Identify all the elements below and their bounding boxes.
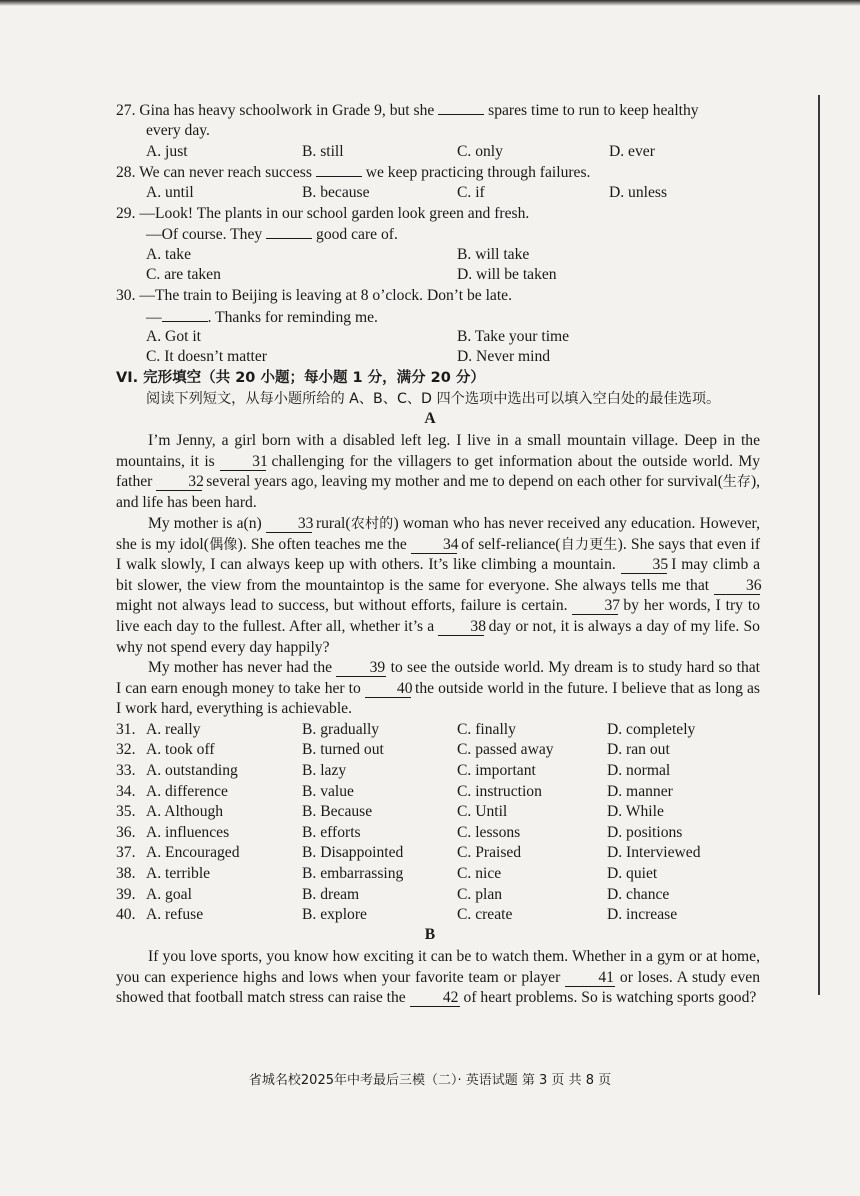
question-number: 35. (116, 803, 136, 820)
option-a: A. refuse (146, 906, 204, 923)
passage-label-a: A (424, 410, 436, 427)
text: challenging for the villagers to get information about the outside world. My father (116, 452, 761, 491)
text: of self-reliance( (461, 535, 561, 553)
option-c: C. passed away (457, 741, 554, 758)
passage-label-b: B (424, 926, 436, 943)
option-row-36 (116, 823, 136, 843)
text: several years ago, leaving my mother and me to depend on each other for survival( (206, 473, 723, 491)
option-row-31 (116, 720, 136, 740)
text: ), and life has been hard. (116, 473, 761, 511)
question-text: — (146, 309, 162, 326)
text: I may climb a bit slower, the view from the mountaintop is the same for everyone. She always tells me that (116, 556, 760, 594)
option-d: D. will be taken (457, 266, 557, 283)
option-b: B. Take your time (457, 328, 570, 345)
option-d: D. Interviewed (607, 844, 701, 861)
answer-blank (266, 224, 312, 239)
blank-42: 42 (410, 989, 460, 1007)
text: rural( (315, 515, 351, 532)
blank-38: 38 (438, 618, 484, 636)
text: by her words, I try to live each day to the fullest. After all, whether it’s a (116, 597, 761, 635)
option-row-37 (116, 843, 136, 863)
option-row-33 (116, 761, 136, 781)
option-d: D. completely (607, 721, 696, 738)
blank-39: 39 (336, 659, 386, 677)
option-d: D. Never mind (457, 348, 551, 365)
text: or loses. A study even showed that football match stress can raise the (116, 968, 760, 1007)
question-29-line2 (146, 224, 398, 245)
option-b: B. gradually (302, 721, 380, 738)
option-a: A. until (146, 184, 194, 201)
question-text: . Thanks for reminding me. (207, 309, 378, 326)
question-number: 28. (116, 164, 136, 181)
option-a: A. influences (146, 824, 230, 841)
question-text-cont: every day. (146, 122, 210, 139)
question-number: 27. (116, 102, 136, 119)
question-number: 31. (116, 721, 136, 738)
option-c: C. important (457, 762, 536, 779)
text: day or not, it is always a day of my life. So why not spend every day happily? (116, 617, 760, 656)
option-row-40 (116, 905, 136, 925)
question-28 (116, 162, 590, 183)
question-text: —Look! The plants in our school garden look green and fresh. (139, 205, 530, 222)
option-c: C. Praised (457, 844, 522, 861)
option-row-34 (116, 782, 136, 802)
passage-b-paragraph-1 (116, 947, 760, 1009)
option-a: A. difference (146, 783, 228, 800)
question-29 (116, 204, 529, 224)
question-number: 40. (116, 906, 136, 923)
option-a: A. take (146, 246, 192, 263)
option-d: D. positions (607, 824, 683, 841)
option-b: B. Disappointed (302, 844, 404, 861)
cjk-gloss: 偶像 (208, 536, 238, 553)
text: ). She says that even if I walk slowly, I can always keep up with others. It’s like climbing a mountain. (116, 535, 761, 574)
cjk-gloss: 自力更生 (560, 536, 618, 553)
option-a: A. really (146, 721, 201, 738)
blank-31: 31 (220, 453, 266, 471)
blank-33: 33 (266, 515, 312, 533)
option-c: C. are taken (146, 266, 221, 283)
cjk-gloss: 生存 (722, 474, 751, 491)
question-number: 33. (116, 762, 136, 779)
section-instruction: 阅读下列短文，从每小题所给的 A、B、C、D 四个选项中选出可以填入空白处的最佳选项。 (146, 391, 721, 407)
question-number: 37. (116, 844, 136, 861)
text: My mother has never had the (148, 659, 333, 676)
question-number: 32. (116, 741, 136, 758)
option-a: A. outstanding (146, 762, 238, 779)
text: ) woman who has never received any education. However, she is my idol( (116, 515, 760, 553)
question-text: —Of course. They (146, 226, 263, 243)
blank-34: 34 (411, 536, 457, 554)
option-a: A. goal (146, 886, 192, 903)
option-a: A. took off (146, 741, 215, 758)
option-c: C. if (457, 184, 485, 201)
text: might not always lead to success, but without efforts, failure is certain. (116, 597, 568, 615)
option-c: C. instruction (457, 783, 542, 800)
option-c: C. lessons (457, 824, 521, 841)
text: the outside world in the future. I believe that as long as I work hard, everything is achievable. (116, 679, 760, 718)
blank-37: 37 (572, 597, 618, 615)
option-b: B. lazy (302, 762, 347, 779)
option-b: B. value (302, 783, 354, 800)
option-b: B. will take (457, 246, 530, 263)
question-text: good care of. (316, 226, 398, 243)
question-text: We can never reach success (139, 164, 312, 181)
question-30 (116, 286, 512, 306)
option-row-38 (116, 864, 136, 884)
blank-32: 32 (156, 473, 202, 491)
option-b: B. explore (302, 906, 367, 923)
blank-41: 41 (565, 969, 615, 987)
option-c: C. plan (457, 886, 503, 903)
option-a: A. Although (146, 803, 224, 820)
question-text: Gina has heavy schoolwork in Grade 9, but she (139, 102, 435, 119)
option-c: C. finally (457, 721, 516, 738)
option-d: D. ran out (607, 741, 670, 758)
option-d: D. unless (609, 184, 668, 201)
option-c: C. create (457, 906, 513, 923)
option-c: C. nice (457, 865, 502, 882)
option-d: D. increase (607, 906, 678, 923)
answer-blank (438, 100, 484, 115)
question-27 (116, 100, 699, 121)
option-row-32 (116, 740, 136, 760)
question-number: 39. (116, 886, 136, 903)
question-number: 36. (116, 824, 136, 841)
option-b: B. because (302, 184, 370, 201)
option-row-39 (116, 885, 136, 905)
option-d: D. quiet (607, 865, 658, 882)
option-b: B. dream (302, 886, 360, 903)
passage-a-paragraph-3 (116, 658, 760, 720)
text: of heart problems. So is watching sports good? (463, 989, 757, 1007)
option-b: B. embarrassing (302, 865, 404, 882)
question-text: spares time to run to keep healthy (488, 102, 699, 119)
answer-blank (316, 162, 362, 177)
question-number: 34. (116, 783, 136, 800)
option-d: D. ever (609, 143, 655, 160)
question-number: 38. (116, 865, 136, 882)
option-a: A. terrible (146, 865, 211, 882)
question-number: 30. (116, 287, 136, 304)
blank-35: 35 (621, 556, 667, 574)
option-c: C. Until (457, 803, 508, 820)
passage-a-paragraph-1 (116, 431, 760, 513)
blank-40: 40 (365, 680, 411, 698)
blank-36: 36 (714, 577, 760, 595)
passage-a-paragraph-2 (116, 514, 760, 658)
option-d: D. manner (607, 783, 673, 800)
text: to see the outside world. My dream is to study hard so that I can earn enough money to take her to (116, 659, 760, 697)
question-number: 29. (116, 205, 136, 222)
cjk-gloss: 农村的 (350, 516, 394, 532)
option-b: B. turned out (302, 741, 384, 758)
option-b: B. still (302, 143, 344, 160)
option-c: C. only (457, 143, 503, 160)
option-b: B. Because (302, 803, 373, 820)
option-d: D. chance (607, 886, 670, 903)
option-c: C. It doesn’t matter (146, 348, 267, 365)
option-a: A. just (146, 143, 188, 160)
option-a: A. Got it (146, 328, 202, 345)
option-d: D. While (607, 803, 664, 820)
text: If you love sports, you know how exciting it can be to watch them. Whether in a gym or at home, you can experience highs and lows when your favorite team or player (116, 948, 760, 986)
question-text: —The train to Beijing is leaving at 8 o’clock. Don’t be late. (139, 287, 512, 304)
text: I’m Jenny, a girl born with a disabled left leg. I live in a small mountain village. Deep in the mountains, it is (116, 432, 760, 470)
option-d: D. normal (607, 762, 671, 779)
section-title: VI. 完形填空（共 20 小题；每小题 1 分，满分 20 分） (116, 370, 485, 386)
text: My mother is a(n) (148, 515, 262, 532)
question-30-line2 (146, 307, 378, 328)
text: ). She often teaches me the (237, 535, 407, 553)
option-a: A. Encouraged (146, 844, 240, 861)
option-b: B. efforts (302, 824, 361, 841)
question-text: we keep practicing through failures. (365, 164, 591, 181)
option-row-35 (116, 802, 136, 822)
page-footer: 省城名校2025年中考最后三模（二）· 英语试题 第 3 页 共 8 页 (248, 1073, 612, 1088)
answer-blank (162, 307, 208, 322)
